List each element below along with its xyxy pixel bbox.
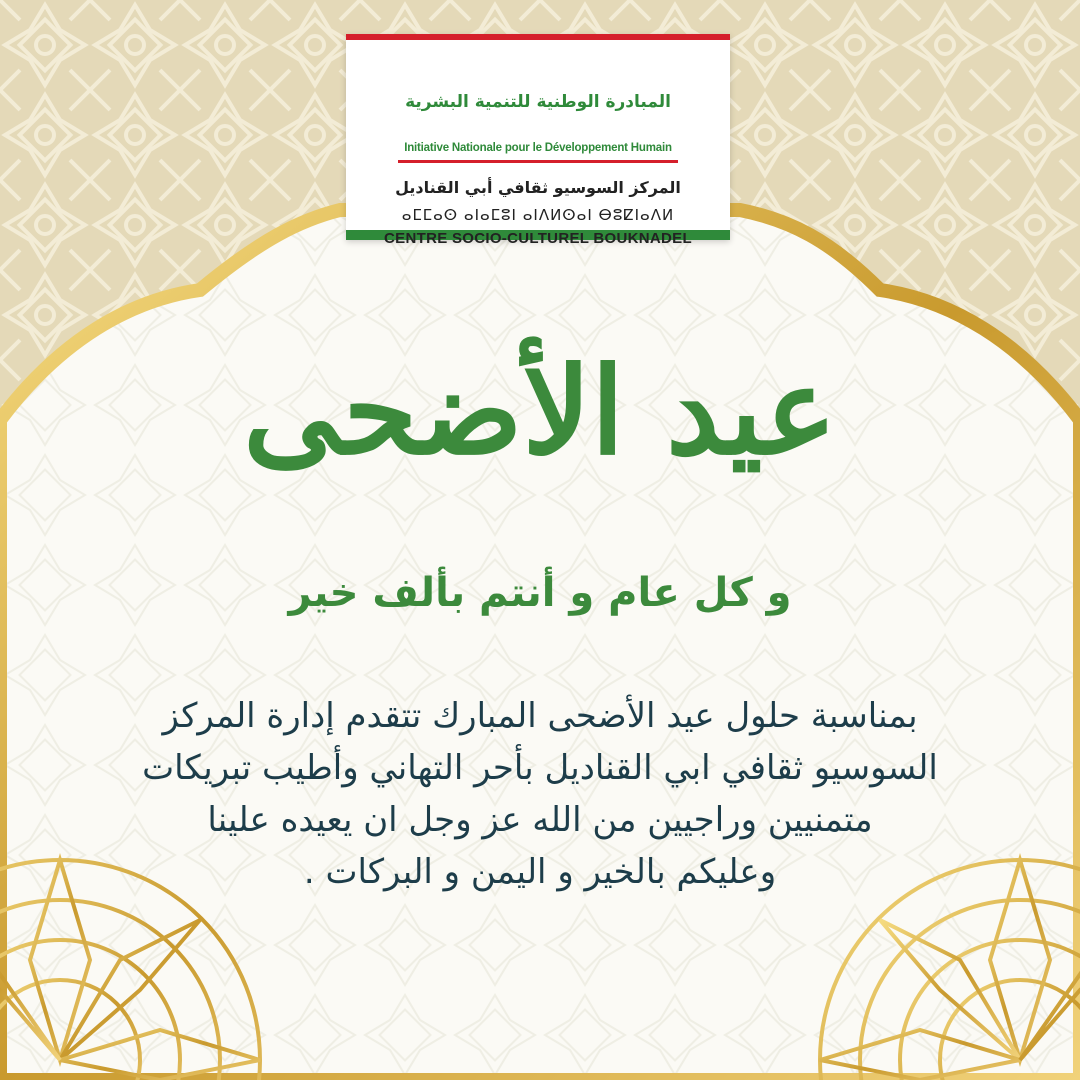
logo-french-centre: CENTRE SOCIO-CULTUREL BOUKNADEL <box>384 230 692 247</box>
message-line: بمناسبة حلول عيد الأضحى المبارك تتقدم إدارة المركز <box>162 696 918 736</box>
greeting-subtitle: و كل عام و أنتم بألف خير <box>288 570 792 616</box>
logo-french-initiative: Initiative Nationale pour le Développement Humain <box>404 142 672 154</box>
message-line: السوسيو ثقافي ابي القناديل بأحر التهاني وأطيب تبريكات <box>142 748 938 788</box>
greeting-message <box>60 690 1020 898</box>
eid-al-adha-calligraphy: عيد الأضحى <box>243 341 837 482</box>
message-line: متمنيين وراجيين من الله عز وجل ان يعيده علينا <box>207 800 873 840</box>
logo-arabic-centre: المركز السوسيو ثقافي أبي القناديل <box>395 178 681 197</box>
organization-logo <box>346 34 730 247</box>
logo-tifinagh-centre: ⴰⵎⵎⴰⵙ ⴰⵏⴰⵎⵓⵏ ⴰⵏⴷⵍⵙⴰⵏ ⴱⵓⵇⵏⴰⴷⵍ <box>401 206 675 224</box>
message-line: وعليكم بالخير و اليمن و البركات . <box>303 852 777 892</box>
logo-divider <box>398 160 678 163</box>
logo-red-bar <box>346 34 730 40</box>
logo-arabic-initiative: المبادرة الوطنية للتنمية البشرية <box>405 92 671 112</box>
